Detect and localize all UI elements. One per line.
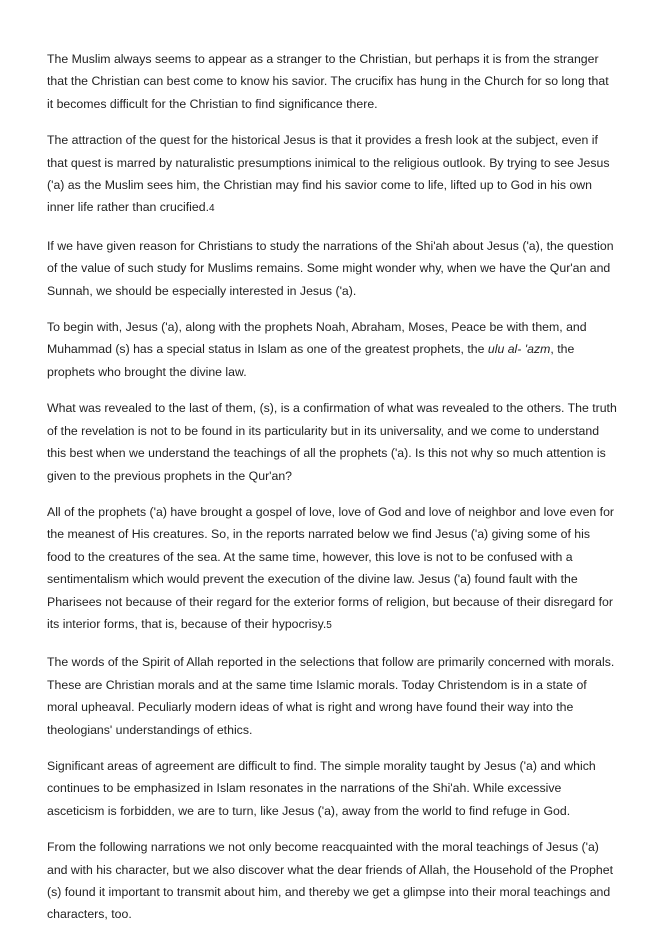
paragraph-2 [47,129,617,221]
document-body [47,48,617,926]
paragraph-text: , the prophets who brought the divine law. [47,342,575,379]
paragraph-text: What was revealed to the last of them, (s), is a confirmation of what was revealed to the others. The truth of the revelation is not to be found in its particularity but in its universality, and we come to understand this best when we understand the teachings of all the prophets ('a). Is this not why so much attention is given to the previous prophets in the Qur'an? [47,401,617,483]
italic-term: ulu al- 'azm [487,342,551,357]
paragraph-text: The words of the Spirit of Allah reported in the selections that follow are primarily concerned with morals. These are Christian morals and at the same time Islamic morals. Today Christendom is in a state of moral upheaval. Peculiarly modern ideas of what is right and wrong have found their way into the theologians' understandings of ethics. [47,655,615,737]
paragraph-4 [47,316,617,383]
footnote-ref[interactable]: 5 [326,619,332,631]
paragraph-9 [47,836,617,926]
paragraph-5 [47,397,617,487]
paragraph-text: To begin with, Jesus ('a), along with the prophets Noah, Abraham, Moses, Peace be with them, and Muhammad (s) has a special status in Islam as one of the greatest prophets, the [47,320,587,357]
paragraph-1 [47,48,617,115]
paragraph-text: The attraction of the quest for the historical Jesus is that it provides a fresh look at the subject, even if that quest is marred by naturalistic presumptions inimical to the religious outlook. By trying to see Jesus ('a) as the Muslim sees him, the Christian may find his savior come to life, lifted up to God in his own inner life rather than crucified. [47,133,610,215]
paragraph-6 [47,501,617,637]
paragraph-7 [47,651,617,741]
paragraph-text: From the following narrations we not only become reacquainted with the moral teachings of Jesus ('a) and with his character, but we also discover what the dear friends of Allah, the Household of the Prophet (s) found it important to transmit about him, and thereby we get a glimpse into their moral teachings and characters, too. [47,840,613,922]
paragraph-text: If we have given reason for Christians to study the narrations of the Shi'ah about Jesus ('a), the question of the value of such study for Muslims remains. Some might wonder why, when we have the Qur'an and Sunnah, we should be especially interested in Jesus ('a). [47,238,614,298]
paragraph-text: All of the prophets ('a) have brought a gospel of love, love of God and love of neighbor and love even for the meanest of His creatures. So, in the reports narrated below we find Jesus ('a) giving some of his food to the creatures of the sea. At the same time, however, this love is not to be confused with a sentimentalism which would prevent the execution of the divine law. Jesus ('a) found fault with the Pharisees not because of their regard for the exterior forms of religion, but because of their disregard for its interior forms, that is, because of their hypocrisy. [47,504,615,631]
footnote-ref[interactable]: 4 [209,203,215,215]
paragraph-3 [47,235,617,302]
paragraph-8 [47,755,617,822]
paragraph-text: Significant areas of agreement are difficult to find. The simple morality taught by Jesus ('a) and which continues to be emphasized in Islam resonates in the narrations of the Shi'ah. While excessive asceticism is forbidden, we are to turn, like Jesus ('a), away from the world to find refuge in God. [47,758,596,818]
paragraph-text: The Muslim always seems to appear as a stranger to the Christian, but perhaps it is from the stranger that the Christian can best come to know his savior. The crucifix has hung in the Church for so long that it becomes difficult for the Christian to find significance there. [47,52,609,111]
